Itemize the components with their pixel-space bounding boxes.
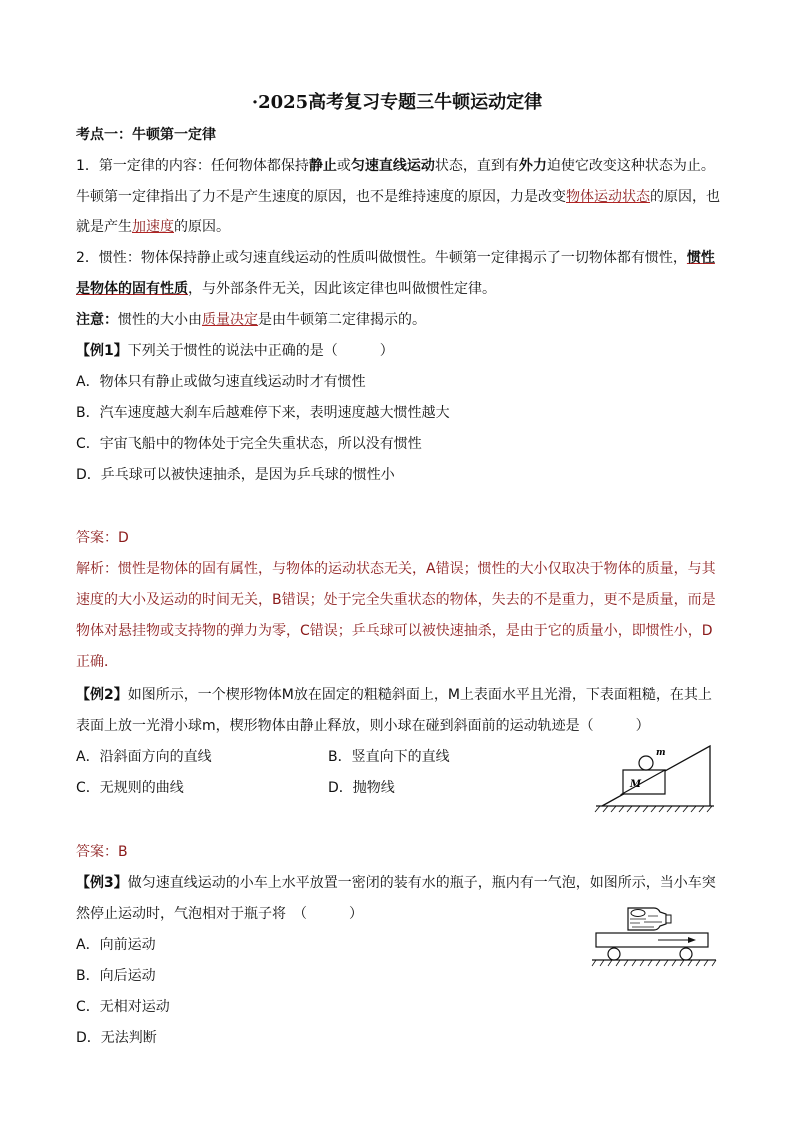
example-2-question: [76, 686, 712, 704]
answer: 答案：D: [76, 530, 129, 546]
text: ，与外部条件无关，因此该定律也叫做惯性定律。: [188, 281, 496, 297]
example-3-question: [76, 874, 716, 892]
paragraph-line: [76, 157, 715, 175]
option-a: A．沿斜面方向的直线: [76, 749, 212, 765]
keyword-mass: 质量决定: [202, 312, 258, 328]
keyword-intrinsic-property: 是物体的固有性质: [76, 281, 188, 297]
text: 迫使它改变这种状态为止。: [546, 158, 715, 174]
paragraph-line: [76, 218, 230, 236]
keyword-uniform-motion: 匀速直线运动: [350, 158, 435, 174]
bottle-cap: [666, 915, 671, 923]
analysis-line: 物体对悬挂物或支持物的弹力为零，C错误；乒乓球可以被快速抽杀，是由于它的质量小，即惯性小，D: [76, 623, 713, 639]
option-a: A．物体只有静止或做匀速直线运动时才有惯性: [76, 374, 366, 390]
text: 状态，直到有: [434, 158, 519, 174]
ground-hatch: [595, 806, 712, 812]
keyword-external-force: 外力: [518, 158, 547, 174]
example-label: 【例1】: [76, 343, 128, 359]
question-text: 下列关于惯性的说法中正确的是（ ）: [127, 343, 394, 359]
analysis-line: 正确．: [76, 654, 118, 670]
option-a: A．向前运动: [76, 937, 156, 953]
keyword-static: 静止: [308, 158, 337, 174]
option-b: B．向后运动: [76, 968, 156, 984]
option-c: C．无相对运动: [76, 999, 170, 1015]
text: 1．第一定律的内容：任何物体都保持: [76, 158, 309, 174]
cart-bottle-figure: [588, 900, 720, 970]
option-d: D．抛物线: [328, 780, 395, 796]
keyword-motion-state: 物体运动状态: [566, 189, 650, 205]
text: 牛顿第一定律指出了力不是产生速度的原因，也不是维持速度的原因，力是改变: [76, 189, 566, 205]
option-c: C．无规则的曲线: [76, 780, 184, 796]
note-line: [76, 311, 426, 329]
option-d: D．无法判断: [76, 1030, 157, 1046]
question-text: 如图所示，一个楔形物体M放在固定的粗糙斜面上，M上表面水平且光滑，下表面粗糙，在其上: [127, 687, 712, 703]
example-label: 【例2】: [76, 687, 128, 703]
paragraph-line: [76, 188, 720, 206]
example-label: 【例3】: [76, 875, 128, 891]
option-d: D．乒乓球可以被快速抽杀，是因为乒乓球的惯性小: [76, 467, 395, 483]
analysis-line: 解析：惯性是物体的固有属性，与物体的运动状态无关，A错误；惯性的大小仅取决于物体的质量，与其: [76, 561, 716, 577]
cart-wheel: [680, 948, 692, 960]
question-text: 做匀速直线运动的小车上水平放置一密闭的装有水的瓶子，瓶内有一气泡，如图所示，当小车突: [127, 875, 716, 891]
paragraph-line: [76, 280, 496, 298]
wedge-M: [622, 770, 665, 794]
text: 的原因，也: [650, 189, 720, 205]
keyword-acceleration: 加速度: [132, 219, 174, 235]
text: 是由牛顿第二定律揭示的。: [258, 312, 426, 328]
label-m: m: [656, 748, 666, 758]
wedge-on-incline-figure: [590, 740, 720, 816]
ball-m: [639, 756, 653, 770]
option-c: C．宇宙飞船中的物体处于完全失重状态，所以没有惯性: [76, 436, 422, 452]
text: 的原因。: [174, 219, 230, 235]
text: 2．惯性：物体保持静止或匀速直线运动的性质叫做惯性。牛顿第一定律揭示了一切物体都有惯性，: [76, 250, 687, 266]
text: 就是产生: [76, 219, 132, 235]
question-text: 然停止运动时，气泡相对于瓶子将 （ ）: [76, 906, 363, 922]
label-M: M: [630, 779, 642, 790]
section-heading: 考点一：牛顿第一定律: [76, 127, 216, 143]
question-text: 表面上放一光滑小球m，楔形物体由静止释放，则小球在碰到斜面前的运动轨迹是（ ）: [76, 718, 650, 734]
paragraph-line: [76, 249, 715, 267]
note-label: 注意：: [76, 312, 118, 328]
ground-hatch: [592, 960, 716, 966]
example-1-question: [76, 342, 394, 360]
option-b: B．竖直向下的直线: [328, 749, 450, 765]
keyword-inertia: 惯性: [686, 250, 715, 266]
analysis-line: 速度的大小及运动的时间无关，B错误；处于完全失重状态的物体，失去的不是重力，更不是质量，而是: [76, 592, 716, 608]
air-bubble: [631, 910, 645, 917]
text: 惯性的大小由: [118, 312, 202, 328]
document-title: ·2025高考复习专题三牛顿运动定律: [251, 92, 543, 113]
option-b: B．汽车速度越大刹车后越难停下来，表明速度越大惯性越大: [76, 405, 450, 421]
answer: 答案：B: [76, 844, 128, 860]
text: 或: [336, 158, 351, 174]
cart-wheel: [608, 948, 620, 960]
